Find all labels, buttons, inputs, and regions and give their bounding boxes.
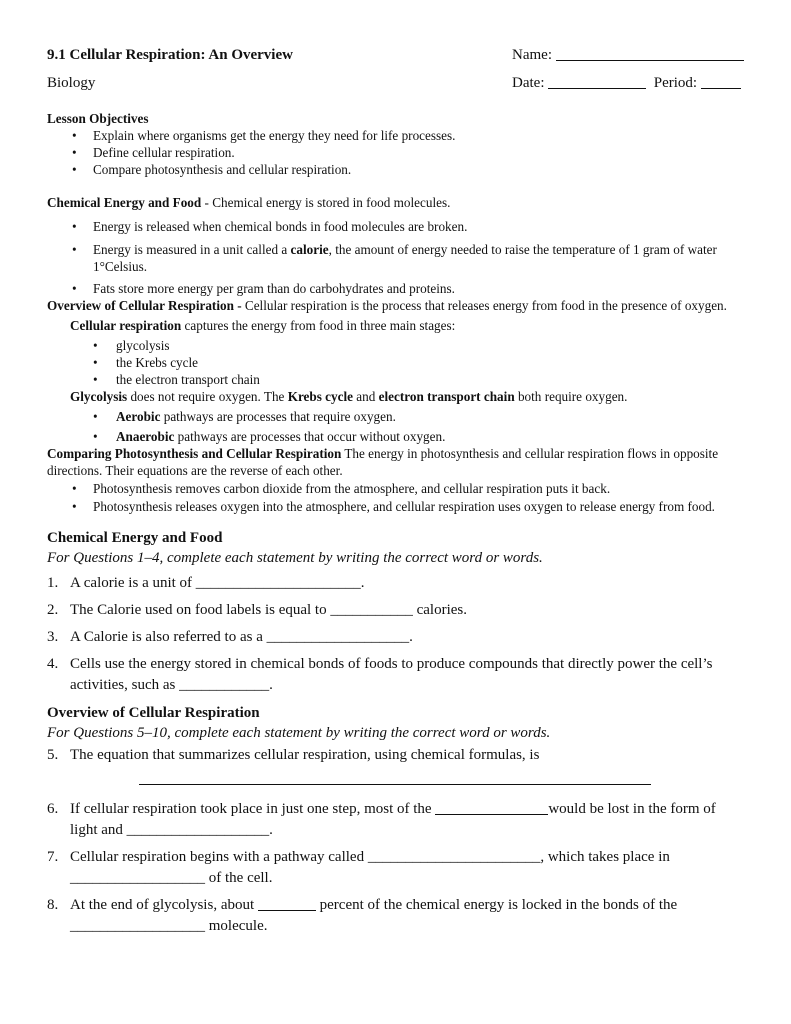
chemical-energy-notes: Chemical Energy and Food - Chemical energy is stored in food molecules. • Energy is released when chemical bonds in food molecules are broken. • Energy is measured in a unit called a calorie, the amount of energy needed to raise the temperature of 1 gram of water 1°Celsius. • Fats store more energy per gram than do carbohydrates and proteins. <box>47 194 747 297</box>
lesson-objectives <box>47 110 747 178</box>
answer-blank[interactable] <box>435 799 548 815</box>
overview-notes: Overview of Cellular Respiration - Cellular respiration is the process that releases energy from food in the presence of oxygen. Cellular respiration captures the energy from food in three main stages: • glycolysis • the Krebs cycle • the electron transport chain Glycolysis does not require oxygen. The Krebs cycle and electron transport chain both require oxygen. • Aerobic pathways are processes that require oxygen. • Anaerobic pathways are processes that occur without oxygen. <box>47 297 747 445</box>
chem-energy-heading: Chemical Energy and Food <box>47 195 202 210</box>
comparing-notes: Comparing Photosynthesis and Cellular Respiration The energy in photosynthesis and cellular respiration flows in opposite directions. Their equations are the reverse of each other. • Photosynthesis removes carbon dioxide from the atmosphere, and cellular respiration puts it back. • Photosynthesis releases oxygen into the atmosphere, and cellular respiration uses oxygen to release energy from food. <box>47 445 747 515</box>
question-8[interactable]: 8. At the end of glycolysis, about percent of the chemical energy is locked in the bonds of the __________________ molecule. <box>47 897 678 934</box>
objective-item: • Compare photosynthesis and cellular respiration. <box>47 161 747 178</box>
answer-blank[interactable] <box>258 895 316 911</box>
worksheet-header <box>47 44 747 94</box>
pathway-item: • Anaerobic pathways are processes that occur without oxygen. <box>47 428 747 445</box>
objective-item: • Define cellular respiration. <box>47 144 747 161</box>
date-blank[interactable] <box>548 73 646 89</box>
date-period-fields: Date: Period: <box>512 72 747 94</box>
comparison-item: • Photosynthesis removes carbon dioxide from the atmosphere, and cellular respiration puts it back. <box>47 480 747 497</box>
comparing-heading: Comparing Photosynthesis and Cellular Respiration <box>47 446 342 461</box>
objectives-heading: Lesson Objectives <box>47 111 149 126</box>
questions-section-1 <box>47 528 747 568</box>
question-5[interactable]: 5. The equation that summarizes cellular respiration, using chemical formulas, is <box>47 747 540 763</box>
course-label: Biology <box>47 75 96 91</box>
question-2[interactable]: 2. The Calorie used on food labels is equal to ___________ calories. <box>47 602 467 618</box>
pathway-item: • Aerobic pathways are processes that require oxygen. <box>47 408 747 425</box>
overview-heading: Overview of Cellular Respiration - <box>47 298 245 313</box>
section2-instructions: For Questions 5–10, complete each statement by writing the correct word or words. <box>47 725 551 741</box>
section2-title: Overview of Cellular Respiration <box>47 705 260 721</box>
worksheet-page <box>47 44 747 937</box>
page-title: 9.1 Cellular Respiration: An Overview <box>47 47 293 63</box>
question-1[interactable]: 1. A calorie is a unit of ______________________. <box>47 575 365 591</box>
equation-answer-line[interactable] <box>139 783 651 785</box>
stage-item: • the electron transport chain <box>47 371 747 388</box>
comparison-item: • Photosynthesis releases oxygen into the atmosphere, and cellular respiration uses oxygen to release energy from food. <box>47 498 747 515</box>
question-7[interactable]: 7. Cellular respiration begins with a pathway called _______________________, which takes place in __________________ of the cell. <box>47 849 670 886</box>
section1-title: Chemical Energy and Food <box>47 530 223 546</box>
note-bullet: • Energy is released when chemical bonds in food molecules are broken. <box>47 218 747 235</box>
objective-item: • Explain where organisms get the energy they need for life processes. <box>47 127 747 144</box>
note-bullet: • Fats store more energy per gram than do carbohydrates and proteins. <box>47 280 747 297</box>
section1-instructions: For Questions 1–4, complete each statement by writing the correct word or words. <box>47 550 543 566</box>
question-4[interactable]: 4. Cells use the energy stored in chemical bonds of foods to produce compounds that directly power the cell’s activities, such as ____________. <box>47 656 713 693</box>
note-bullet: • Energy is measured in a unit called a calorie, the amount of energy needed to raise the temperature of 1 gram of water 1°Celsius. <box>47 241 747 275</box>
questions-section-2 <box>47 703 747 743</box>
question-6[interactable]: 6. If cellular respiration took place in just one step, most of the would be lost in the form of light and ___________________. <box>47 801 716 838</box>
period-blank[interactable] <box>701 73 741 89</box>
name-blank[interactable] <box>556 45 744 61</box>
stage-item: • the Krebs cycle <box>47 354 747 371</box>
stage-item: • glycolysis <box>47 337 747 354</box>
name-field[interactable]: Name: <box>512 44 747 66</box>
question-3[interactable]: 3. A Calorie is also referred to as a ___________________. <box>47 629 413 645</box>
